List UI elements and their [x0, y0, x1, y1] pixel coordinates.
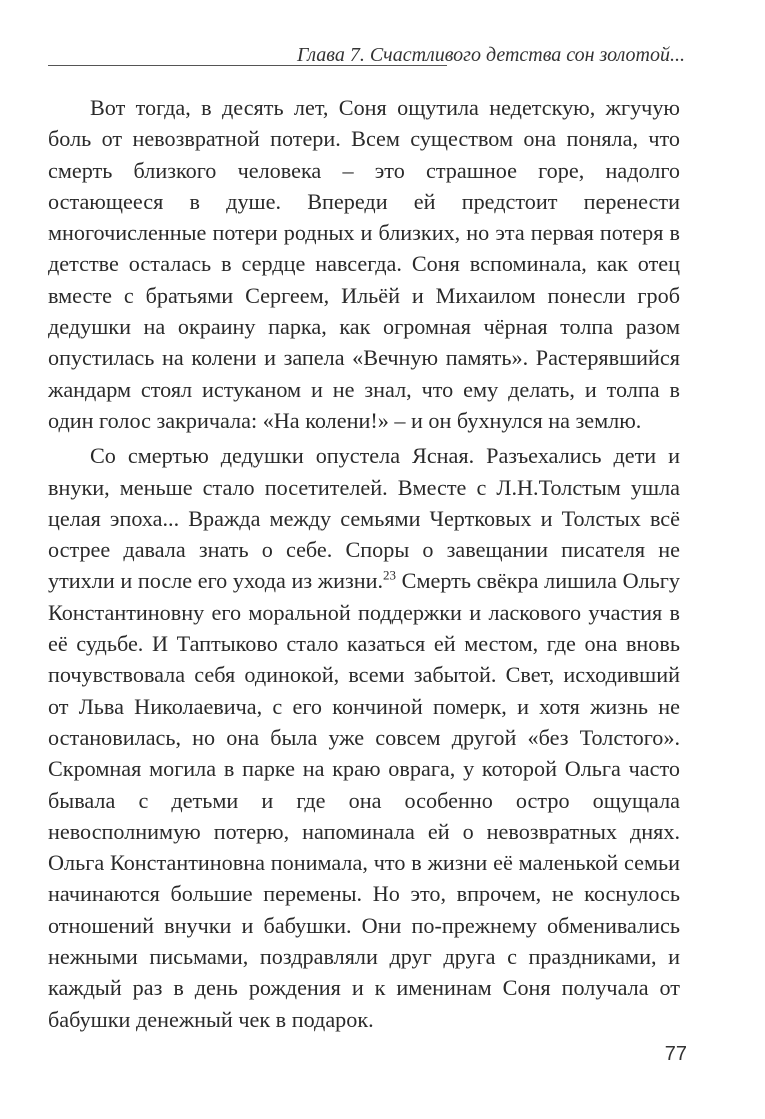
- paragraph-2: [48, 440, 680, 1035]
- paragraph-2-part-2: Смерть свёкра лишила Ольгу Константиновну его моральной поддержки и ласкового участия в её судьбе. И Таптыково стало казаться ей местом, где она вновь почувствовала себя одинокой, всеми забытой. Свет, исходивший от Льва Николаевича, с его кончиной померк, и хотя жизнь не остановилась, но она была уже совсем другой «без Толстого». Скромная могила в парке на краю оврага, у которой Ольга часто бывала с детьми и где она особенно остро ощущала невосполнимую потерю, напоминала ей о невозвратных днях. Ольга Константиновна понимала, что в жизни её маленькой семьи начинаются большие перемены. Но это, впрочем, не коснулось отношений внучки и бабушки. Они по-прежнему обменивались нежными письмами, поздравляли друг друга с праздниками, и каждый раз в день рождения и к именинам Соня получала от бабушки денежный чек в подарок.: [48, 568, 680, 1032]
- page-number: 77: [664, 1043, 687, 1065]
- footnote-ref[interactable]: 23: [383, 568, 397, 584]
- running-header: [48, 36, 685, 76]
- paragraph-2-part-1: Со смертью дедушки опустела Ясная. Разъехались дети и внуки, меньше стало посетителей. Вместе с Л.Н.Толстым ушла целая эпоха... Вражда между семьями Чертковых и Толстых всё острее давала знать о себе. Споры о завещании писателя не утихли и после его ухода из жизни.: [48, 443, 680, 594]
- paragraph-1: Вот тогда, в десять лет, Соня ощутила недетскую, жгучую боль от невозвратной потери. Всем существом она поняла, что смерть близкого человека – это страшное горе, надолго остающееся в душе. Впереди ей предстоит перенести многочисленные потери родных и близких, но эта первая потеря в детстве осталась в сердце навсегда. Соня вспоминала, как отец вместе с братьями Сергеем, Ильёй и Михаилом понесли гроб дедушки на окраину парка, как огромная чёрная толпа разом опустилась на колени и запела «Вечную память». Растерявшийся жандарм стоял истуканом и не знал, что ему делать, и толпа в один голос закричала: «На колени!» – и он бухнулся на землю.: [48, 95, 680, 433]
- body-text: [48, 92, 680, 1035]
- chapter-running-title: Глава 7. Счастливого детства сон золотой...: [297, 44, 685, 66]
